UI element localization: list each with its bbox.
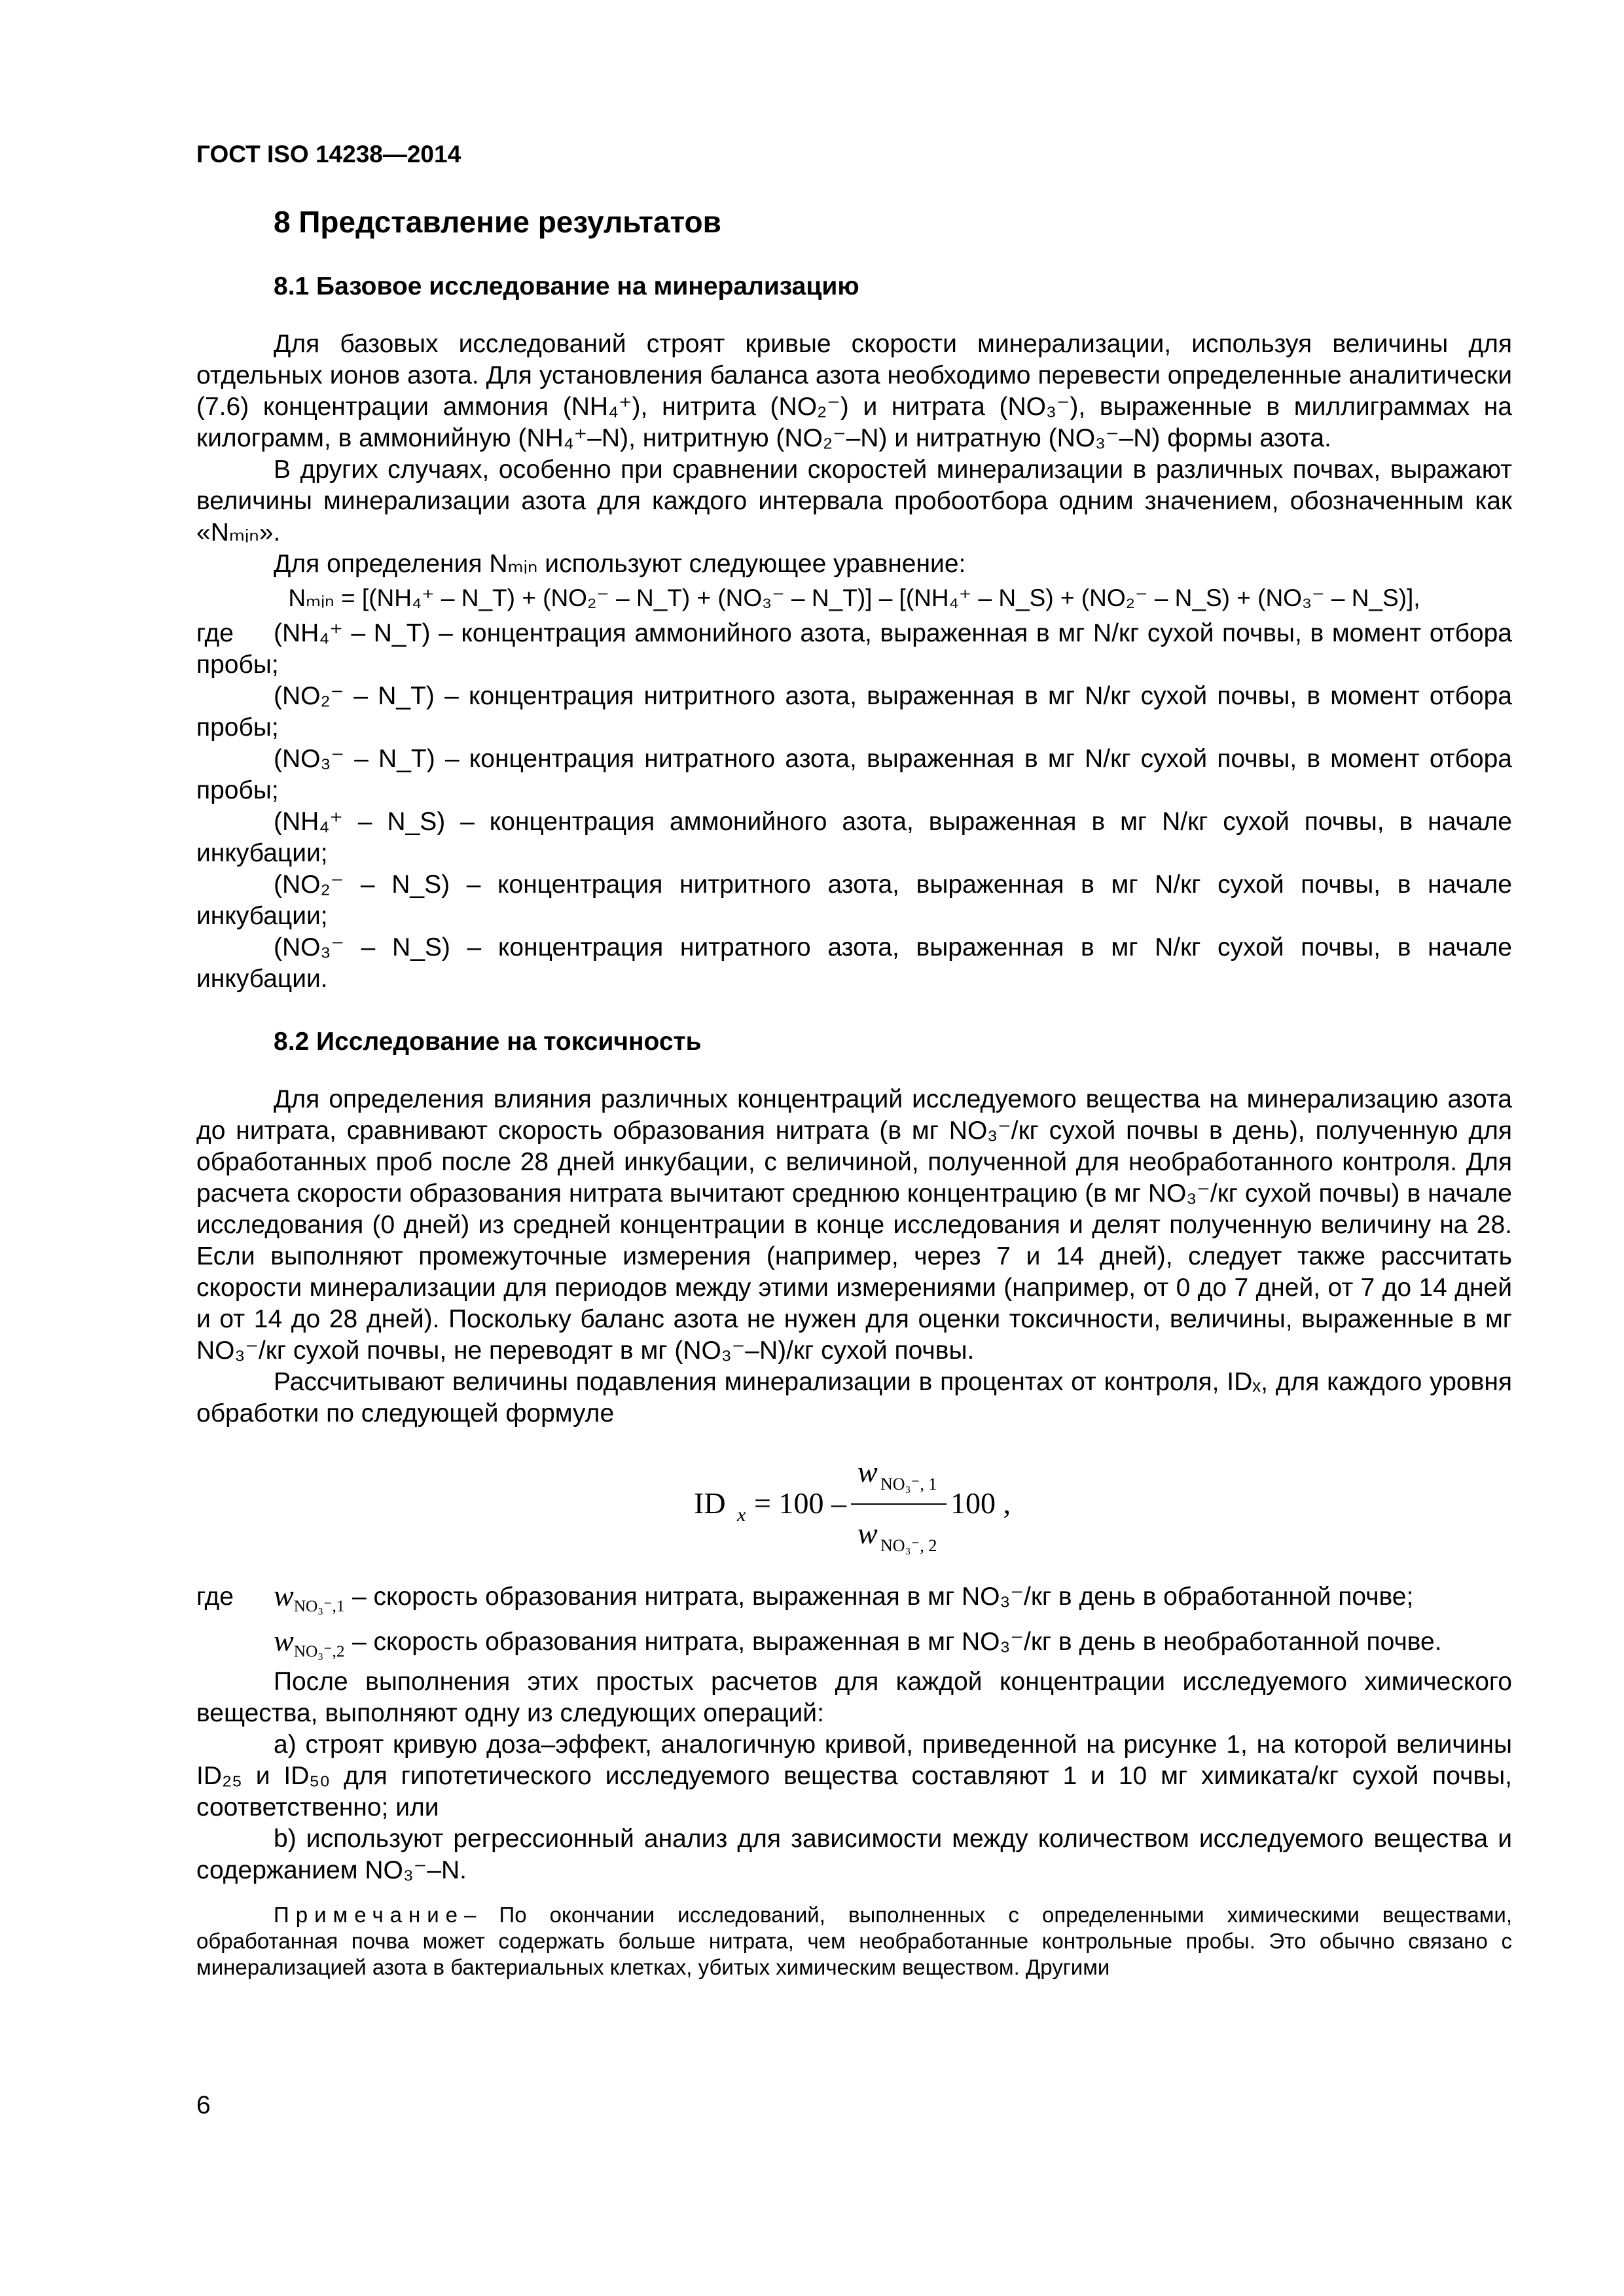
formula-numerator: w bbox=[857, 1455, 878, 1488]
page bbox=[196, 141, 1512, 1981]
idx-formula-graphic bbox=[196, 1436, 1512, 1567]
paragraph: В других случаях, особенно при сравнении скоростей минерализации в различных почвах, выражают величины минерализации азота для каждого интервала пробоотбора одним значением, обозначенным как «Nₘᵢₙ». bbox=[196, 456, 1512, 547]
paragraph: После выполнения этих простых расчетов для каждой концентрации исследуемого химического вещества, выполняют одну из следующих операций: bbox=[196, 1668, 1512, 1727]
formula-denominator-sub: NO₃⁻, 2 bbox=[880, 1536, 937, 1555]
subsection-title-8-2: 8.2 Исследование на токсичность bbox=[274, 1028, 702, 1056]
subsection-title-8-1: 8.1 Базовое исследование на минерализацию bbox=[274, 272, 859, 300]
where-label: где bbox=[196, 619, 234, 647]
formula-denominator: w bbox=[857, 1516, 878, 1550]
formula-tail: 100 , bbox=[950, 1486, 1011, 1520]
section-title: 8 Представление результатов bbox=[274, 205, 721, 239]
document-header: ГОСТ ISO 14238—2014 bbox=[196, 141, 461, 168]
formula-lhs-sub: x bbox=[737, 1504, 746, 1526]
list-item-b: b) используют регрессионный анализ для зависимости между количеством исследуемого вещества и содержанием NO₃⁻–N. bbox=[196, 1825, 1512, 1884]
note-label: Примечание bbox=[274, 1903, 465, 1927]
note bbox=[196, 1902, 1512, 1981]
definition-item: (NO₂⁻ – N_S) – концентрация нитритного азота, выраженная в мг N/кг сухой почвы, в начале инкубации; bbox=[196, 870, 1512, 930]
definition-text: – скорость образования нитрата, выраженная в мг NO₃⁻/кг в день в необработанной почве. bbox=[352, 1627, 1442, 1656]
where-label: где bbox=[196, 1582, 234, 1611]
w2-symbol bbox=[274, 1621, 352, 1662]
formula-eq: = 100 – bbox=[754, 1486, 846, 1520]
note-text: – По окончании исследований, выполненных с определенными химическими веществами, обработанная почва может содержать больше нитрата, чем необработанные контрольные пробы. Это обычно связано с минерализацией азота в бактериальных клетках, убитых химическим веществом. Другими bbox=[196, 1903, 1512, 1979]
definition-text: (NH₄⁺ – N_T) – концентрация аммонийного азота, выраженная в мг N/кг сухой почвы, в момент отбора пробы; bbox=[196, 619, 1512, 679]
nmin-equation: Nₘᵢₙ = [(NH₄⁺ – N_T) + (NO₂⁻ – N_T) + (NO₃⁻ – N_T)] – [(NH₄⁺ – N_S) + (NO₂⁻ – N_S) + (NO₃⁻ – N_S)], bbox=[288, 584, 1420, 611]
w1-symbol bbox=[274, 1576, 352, 1617]
paragraph: Для определения влияния различных концентраций исследуемого вещества на минерализацию азота до нитрата, сравнивают скорость образования нитрата (в мг NO₃⁻/кг сухой почвы в день), полученную для обработанных проб после 28 дней инкубации, с величиной, полученной для необработанного контроля. Для расчета скорости образования нитрата вычитают среднюю концентрацию (в мг NO₃⁻/кг сухой почвы) в начале исследования (0 дней) из средней концентрации в конце исследования и делят полученную величину на 28. Если выполняют промежуточные измерения (например, через 7 и 14 дней), следует также рассчитать скорости минерализации для периодов между этими измерениями (например, от 0 до 7 дней, от 7 до 14 дней и от 14 до 28 дней). Поскольку баланс азота не нужен для оценки токсичности, величины, выраженные в мг NO₃⁻/кг сухой почвы, не переводят в мг (NO₃⁻–N)/кг сухой почвы. bbox=[196, 1085, 1512, 1365]
idx-formula bbox=[196, 1436, 1512, 1567]
w1-sub: NO₃⁻,1 bbox=[293, 1596, 345, 1615]
paragraph: Для определения Nₘᵢₙ используют следующее уравнение: bbox=[274, 550, 966, 578]
definition-item bbox=[196, 618, 1512, 681]
w2-letter: w bbox=[274, 1624, 294, 1657]
page-number: 6 bbox=[196, 2091, 211, 2119]
definition-item: (NH₄⁺ – N_S) – концентрация аммонийного азота, выраженная в мг N/кг сухой почвы, в начале инкубации; bbox=[196, 808, 1512, 867]
paragraph: Для базовых исследований строят кривые скорости минерализации, используя величины для отдельных ионов азота. Для установления баланса азота необходимо перевести определенные аналитически (7.6) концентрации аммония (NH₄⁺), нитрита (NO₂⁻) и нитрата (NO₃⁻), выраженные в миллиграммах на килограмм, в аммонийную (NH₄⁺–N), нитритную (NO₂⁻–N) и нитратную (NO₃⁻–N) формы азота. bbox=[196, 330, 1512, 452]
list-item-a: а) строят кривую доза–эффект, аналогичную кривой, приведенной на рисунке 1, на которой величины ID₂₅ и ID₅₀ для гипотетического исследуемого вещества составляют 1 и 10 мг химиката/кг сухой почвы, соответственно; или bbox=[196, 1731, 1512, 1821]
definition-item bbox=[196, 1621, 1512, 1662]
definition-item: (NO₂⁻ – N_T) – концентрация нитритного азота, выраженная в мг N/кг сухой почвы, в момент отбора пробы; bbox=[196, 682, 1512, 742]
formula-numerator-sub: NO₃⁻, 1 bbox=[880, 1475, 937, 1494]
definition-item: (NO₃⁻ – N_T) – концентрация нитратного азота, выраженная в мг N/кг сухой почвы, в момент отбора пробы; bbox=[196, 745, 1512, 804]
w1-letter: w bbox=[274, 1579, 294, 1612]
definition-text: – скорость образования нитрата, выраженная в мг NO₃⁻/кг в день в обработанной почве; bbox=[352, 1582, 1414, 1611]
w2-sub: NO₃⁻,2 bbox=[293, 1641, 345, 1660]
formula-lhs: ID bbox=[694, 1486, 726, 1520]
paragraph: Рассчитывают величины подавления минерализации в процентах от контроля, IDₓ, для каждого уровня обработки по следующей формуле bbox=[196, 1368, 1512, 1427]
definition-item bbox=[196, 1576, 1512, 1617]
definition-item: (NO₃⁻ – N_S) – концентрация нитратного азота, выраженная в мг N/кг сухой почвы, в начале инкубации. bbox=[196, 933, 1512, 993]
